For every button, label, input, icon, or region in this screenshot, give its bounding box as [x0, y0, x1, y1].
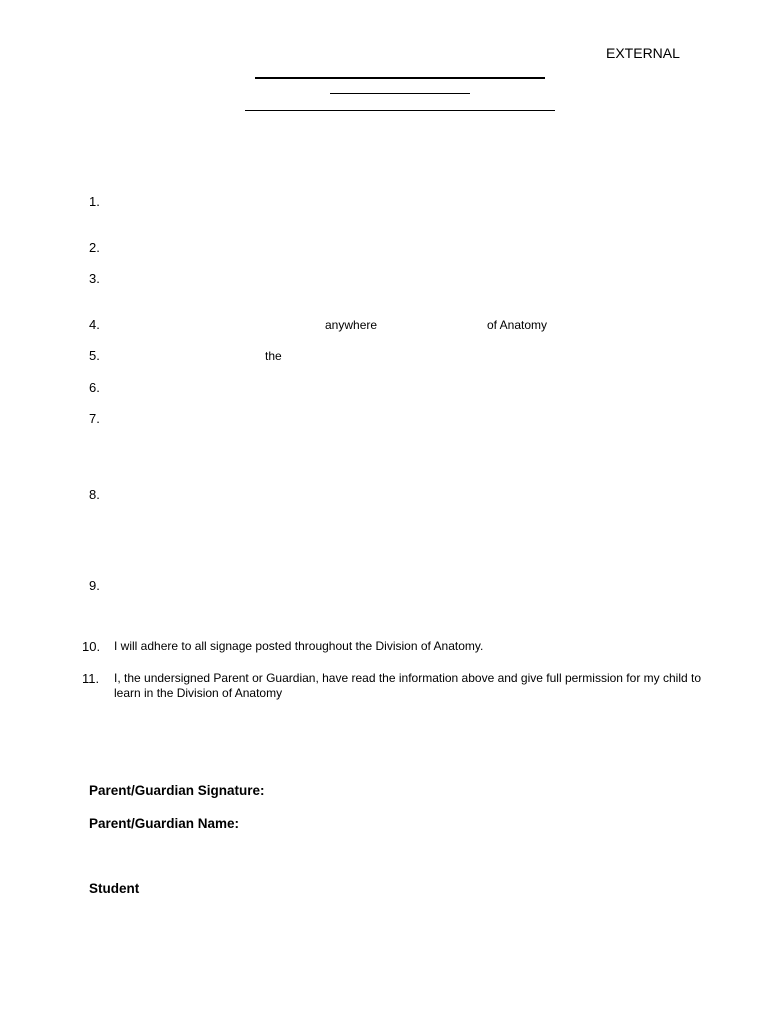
list-item-number-7: 7. — [89, 411, 100, 426]
list-item-text-10: I will adhere to all signage posted throughout the Division of Anatomy. — [114, 639, 484, 653]
list-item-number-3: 3. — [89, 271, 100, 286]
list-item-number-1: 1. — [89, 194, 100, 209]
title-underline-rule — [245, 110, 555, 111]
list-item-number-8: 8. — [89, 487, 100, 502]
list-item-number-4: 4. — [89, 317, 100, 332]
list-item-4-fragment-of-anatomy: of Anatomy — [487, 318, 548, 332]
list-item-5-fragment-the: the — [265, 349, 282, 363]
subtitle-rule — [330, 93, 470, 94]
document-tag: EXTERNAL — [606, 45, 680, 61]
list-item-number-10: 10. — [82, 639, 101, 654]
parent-name-label: Parent/Guardian Name: — [89, 816, 240, 831]
list-item-4-fragment-anywhere: anywhere — [325, 318, 378, 332]
title-rule — [255, 77, 545, 79]
student-label: Student — [89, 881, 140, 896]
list-item-number-6: 6. — [89, 380, 100, 395]
list-item-text-11: I, the undersigned Parent or Guardian, have read the information above and give full permission for my child to learn in the Division of Anatomy — [114, 671, 701, 700]
list-item-number-5: 5. — [89, 348, 100, 363]
list-item-number-11: 11. — [82, 671, 100, 686]
list-item-number-2: 2. — [89, 240, 100, 255]
parent-signature-label: Parent/Guardian Signature: — [89, 783, 265, 798]
list-item-number-9: 9. — [89, 578, 100, 593]
